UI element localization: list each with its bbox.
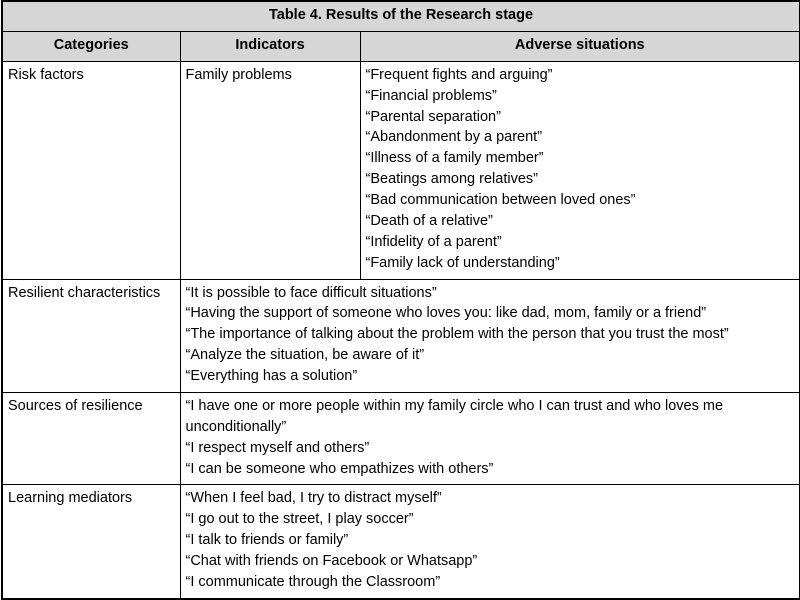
adverse-situations-list xyxy=(186,283,795,387)
cell-category: Risk factors xyxy=(2,61,180,279)
list-item: “Financial problems” xyxy=(365,87,497,104)
list-item: “Death of a relative” xyxy=(365,212,493,229)
table-body xyxy=(2,61,800,599)
table-title-row xyxy=(2,1,800,31)
results-table xyxy=(1,0,800,600)
list-item: “It is possible to face difficult situations” xyxy=(185,284,437,301)
list-item: “I have one or more people within my family circle who I can trust and who loves me unconditionally” xyxy=(185,397,724,435)
list-item: “Infidelity of a parent” xyxy=(365,233,502,250)
list-item: “Abandonment by a parent” xyxy=(365,129,543,146)
cell-adverse-situations xyxy=(180,392,800,485)
list-item: “I communicate through the Classroom” xyxy=(185,573,441,590)
cell-adverse-situations xyxy=(180,279,800,392)
list-item: “When I feel bad, I try to distract myself” xyxy=(185,490,442,507)
table-header-row xyxy=(2,31,800,61)
cell-category: Sources of resilience xyxy=(2,392,180,485)
list-item: “I respect myself and others” xyxy=(185,439,370,456)
list-item: “Frequent fights and arguing” xyxy=(365,66,553,83)
cell-adverse-situations xyxy=(180,485,800,599)
cell-adverse-situations xyxy=(360,61,800,279)
cell-category: Learning mediators xyxy=(2,485,180,599)
cell-category: Resilient characteristics xyxy=(2,279,180,392)
table-row xyxy=(2,279,800,392)
cell-indicator: Family problems xyxy=(180,61,360,279)
table-head xyxy=(2,1,800,61)
list-item: “I can be someone who empathizes with others” xyxy=(185,460,494,477)
list-item: “I go out to the street, I play soccer” xyxy=(185,511,414,528)
adverse-situations-list xyxy=(186,396,795,480)
list-item: “Having the support of someone who loves you: like dad, mom, family or a friend” xyxy=(185,305,707,322)
column-header-adverse-situations: Adverse situations xyxy=(360,31,800,61)
adverse-situations-list xyxy=(186,488,795,592)
list-item: “Analyze the situation, be aware of it” xyxy=(185,347,425,364)
list-item: “Beatings among relatives” xyxy=(365,171,538,188)
list-item: “The importance of talking about the problem with the person that you trust the most” xyxy=(185,326,729,343)
table-title: Table 4. Results of the Research stage xyxy=(2,1,800,31)
list-item: “Bad communication between loved ones” xyxy=(365,192,636,208)
table-row xyxy=(2,61,800,279)
column-header-indicators: Indicators xyxy=(180,31,360,61)
list-item: “Everything has a solution” xyxy=(185,368,358,384)
adverse-situations-list xyxy=(366,65,795,274)
column-header-categories: Categories xyxy=(2,31,180,61)
list-item: “I talk to friends or family” xyxy=(185,532,349,549)
table-row xyxy=(2,485,800,599)
table-container xyxy=(1,0,799,600)
list-item: “Illness of a family member” xyxy=(365,150,544,167)
table-row xyxy=(2,392,800,485)
list-item: “Family lack of understanding” xyxy=(365,254,560,271)
list-item: “Parental separation” xyxy=(365,108,501,125)
list-item: “Chat with friends on Facebook or Whatsapp” xyxy=(185,553,478,569)
